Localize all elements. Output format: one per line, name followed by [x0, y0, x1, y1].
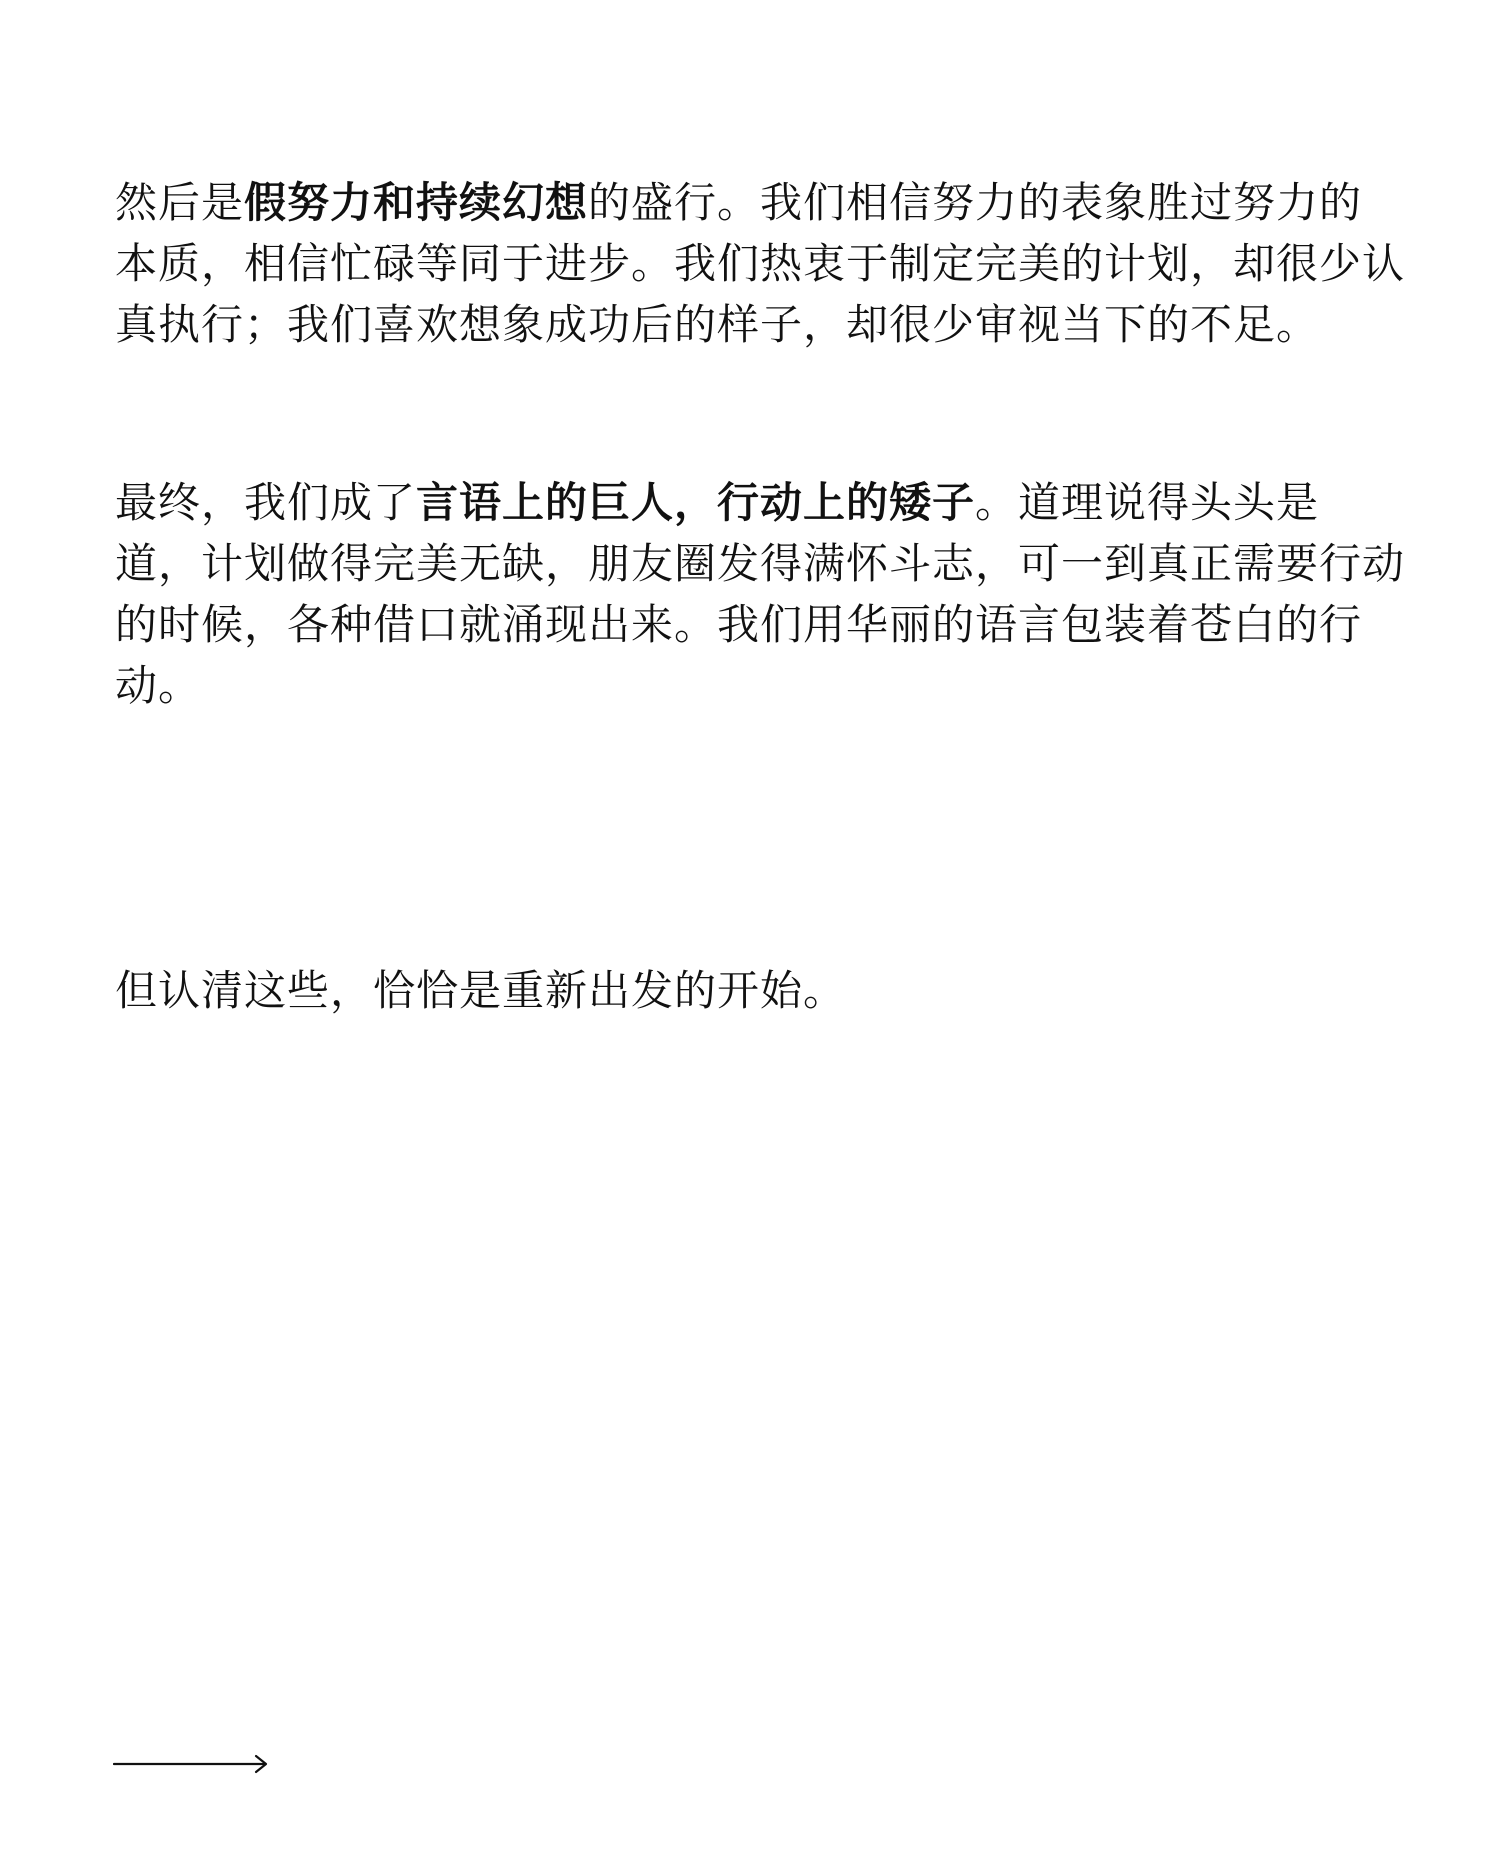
paragraph-text: 但认清这些，恰恰是重新出发的开始。 — [115, 966, 847, 1015]
paragraph-text: 的盛行。我们相信努力的表象胜过努力的本质，相信忙碌等同于进步。我们热衷于制定完美的计划，却很少认真执行；我们喜欢想象成功后的样子，却很少审视当下的不足。 — [115, 178, 1406, 349]
paragraph-text: 。道理说得头头是道，计划做得完美无缺，朋友圈发得满怀斗志，可一到真正需要行动的时候，各种借口就涌现出来。我们用华丽的语言包装着苍白的行动。 — [115, 478, 1406, 710]
bold-phrase: 假努力和持续幻想 — [244, 178, 589, 227]
paragraph-text: 最终，我们成了 — [115, 478, 417, 527]
paragraph-new-start — [115, 960, 1405, 1021]
long-right-arrow-icon[interactable] — [113, 1752, 269, 1776]
paragraph-fake-effort — [115, 172, 1405, 355]
bold-phrase: 言语上的巨人，行动上的矮子 — [416, 478, 976, 527]
paragraph-text: 然后是 — [115, 178, 245, 227]
paragraph-giants-of-words — [115, 472, 1405, 716]
